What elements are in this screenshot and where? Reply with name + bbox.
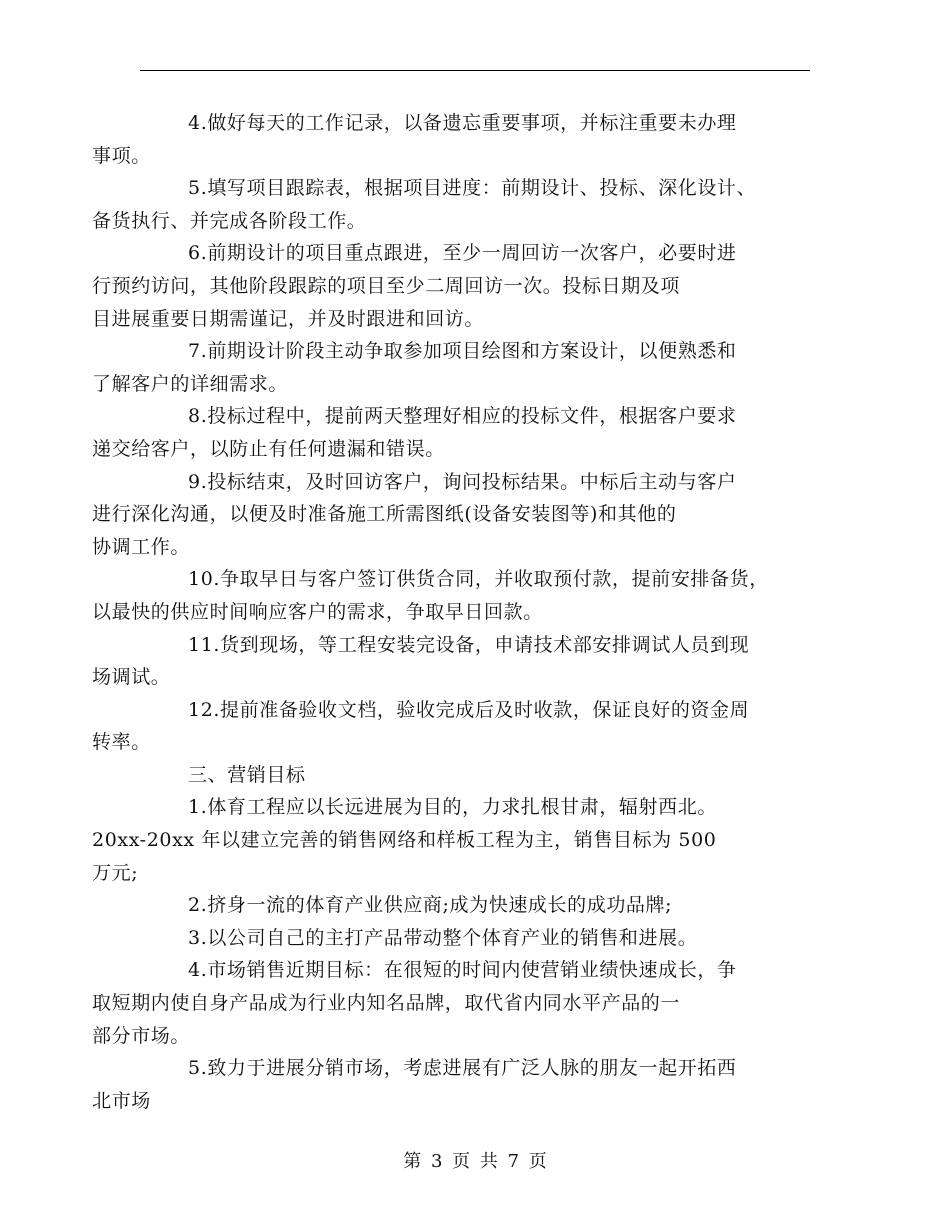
text-line: 备货执行、并完成各阶段工作。 — [92, 209, 367, 232]
text-line: 1.体育工程应以长远进展为目的，力求扎根甘肃，辐射西北。 — [188, 796, 717, 819]
paragraph — [92, 563, 810, 628]
paragraph — [140, 759, 810, 792]
text-line: 进行深化沟通，以便及时准备施工所需图纸(设备安装图等)和其他的 — [92, 503, 677, 526]
page-number-label: 第 3 页 共 7 页 — [403, 1151, 547, 1172]
paragraph — [140, 889, 810, 922]
text-line: 8.投标过程中，提前两天整理好相应的投标文件，根据客户要求 — [188, 405, 737, 428]
text-line: 6.前期设计的项目重点跟进，至少一周回访一次客户，必要时进 — [188, 242, 737, 265]
text-line: 协调工作。 — [92, 535, 191, 558]
paragraph — [92, 466, 810, 564]
text-line: 目进展重要日期需谨记，并及时跟进和回访。 — [92, 307, 485, 330]
text-line: 9.投标结束，及时回访客户，询问投标结果。中标后主动与客户 — [188, 470, 737, 493]
header-rule — [140, 70, 810, 71]
page-footer — [0, 1147, 950, 1173]
paragraph — [92, 107, 810, 172]
text-line: 4.做好每天的工作记录，以备遗忘重要事项，并标注重要未办理 — [188, 112, 737, 134]
paragraph — [92, 400, 810, 465]
paragraph — [92, 629, 810, 694]
text-line: 万元; — [92, 861, 139, 884]
text-line: 行预约访问，其他阶段跟踪的项目至少二周回访一次。投标日期及项 — [92, 274, 681, 297]
paragraph — [92, 954, 810, 1052]
text-line: 5.致力于进展分销市场，考虑进展有广泛人脉的朋友一起开拓西 — [188, 1057, 737, 1080]
text-line: 了解客户的详细需求。 — [92, 372, 289, 395]
text-line: 3.以公司自己的主打产品带动整个体育产业的销售和进展。 — [188, 926, 698, 949]
text-line: 12.提前准备验收文档，验收完成后及时收款，保证良好的资金周 — [188, 698, 750, 721]
text-line: 5.填写项目跟踪表，根据项目进度：前期设计、投标、深化设计、 — [188, 177, 757, 200]
text-line: 事项。 — [92, 144, 151, 167]
text-line: 4.市场销售近期目标：在很短的时间内使营销业绩快速成长，争 — [188, 959, 737, 982]
text-line: 取短期内使自身产品成为行业内知名品牌，取代省内同水平产品的一 — [92, 992, 681, 1015]
paragraph — [92, 1052, 810, 1117]
text-line: 部分市场。 — [92, 1024, 191, 1047]
text-line: 10.争取早日与客户签订供货合同，并收取预付款，提前安排备货， — [188, 568, 769, 591]
paragraph — [140, 922, 810, 955]
text-line: 2.挤身一流的体育产业供应商;成为快速成长的成功品牌; — [188, 894, 673, 917]
paragraph — [92, 172, 810, 237]
text-line: 三、营销目标 — [188, 763, 306, 786]
paragraph — [92, 335, 810, 400]
text-line: 递交给客户，以防止有任何遗漏和错误。 — [92, 437, 445, 460]
text-line: 北市场 — [92, 1089, 151, 1112]
text-line: 场调试。 — [92, 666, 171, 689]
text-line: 11.货到现场，等工程安装完设备，申请技术部安排调试人员到现 — [188, 633, 750, 656]
text-line: 以最快的供应时间响应客户的需求，争取早日回款。 — [92, 600, 543, 623]
paragraph — [92, 694, 810, 759]
document-body — [92, 107, 810, 1117]
paragraph — [92, 791, 810, 889]
text-line: 转率。 — [92, 731, 151, 754]
text-line: 20xx-20xx 年以建立完善的销售网络和样板工程为主，销售目标为 500 — [92, 829, 717, 852]
text-line: 7.前期设计阶段主动争取参加项目绘图和方案设计，以便熟悉和 — [188, 340, 737, 363]
paragraph — [92, 237, 810, 335]
